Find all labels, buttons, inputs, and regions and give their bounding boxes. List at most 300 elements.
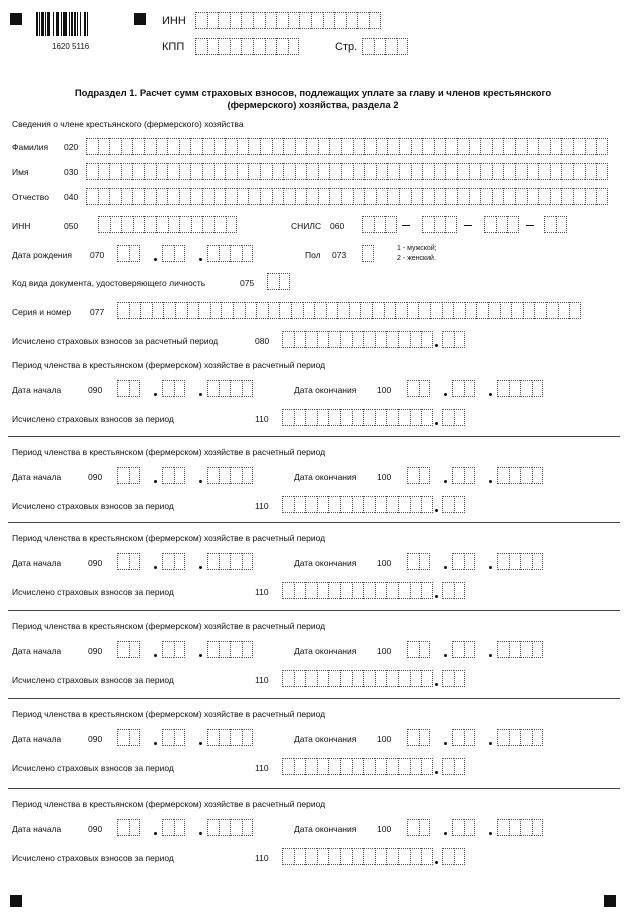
input-cell[interactable] — [422, 163, 434, 180]
input-cell[interactable] — [561, 163, 573, 180]
input-cell[interactable] — [421, 758, 433, 775]
input-cell[interactable] — [532, 819, 544, 836]
input-cell[interactable] — [202, 188, 214, 205]
header-page-cells[interactable] — [362, 38, 408, 55]
input-cell[interactable] — [195, 38, 207, 55]
snils-cells-1[interactable] — [362, 216, 397, 233]
input-cell[interactable] — [219, 467, 231, 484]
period-calc-int-cells[interactable] — [282, 496, 433, 513]
input-cell[interactable] — [398, 582, 410, 599]
input-cell[interactable] — [362, 38, 374, 55]
input-cell[interactable] — [349, 302, 361, 319]
input-cell[interactable] — [387, 163, 399, 180]
input-cell[interactable] — [410, 670, 422, 687]
input-cell[interactable] — [248, 163, 260, 180]
period-start-month-cells[interactable] — [162, 380, 185, 397]
input-cell[interactable] — [418, 302, 430, 319]
input-cell[interactable] — [156, 188, 168, 205]
input-cell[interactable] — [360, 302, 372, 319]
input-cell[interactable] — [214, 138, 226, 155]
input-cell[interactable] — [329, 188, 341, 205]
input-cell[interactable] — [532, 467, 544, 484]
input-cell[interactable] — [492, 188, 504, 205]
input-cell[interactable] — [422, 216, 434, 233]
input-cell[interactable] — [340, 848, 352, 865]
input-cell[interactable] — [434, 216, 446, 233]
input-cell[interactable] — [328, 670, 340, 687]
input-cell[interactable] — [507, 216, 519, 233]
input-cell[interactable] — [242, 641, 254, 658]
input-cell[interactable] — [328, 496, 340, 513]
input-cell[interactable] — [144, 216, 156, 233]
input-cell[interactable] — [375, 409, 387, 426]
input-cell[interactable] — [464, 380, 476, 397]
input-cell[interactable] — [156, 138, 168, 155]
input-cell[interactable] — [311, 12, 323, 29]
period-end-year-cells[interactable] — [497, 729, 543, 746]
input-cell[interactable] — [306, 138, 318, 155]
input-cell[interactable] — [317, 331, 329, 348]
input-cell[interactable] — [573, 138, 585, 155]
input-cell[interactable] — [340, 409, 352, 426]
input-cell[interactable] — [267, 273, 279, 290]
input-cell[interactable] — [457, 138, 469, 155]
input-cell[interactable] — [305, 670, 317, 687]
input-cell[interactable] — [419, 380, 431, 397]
input-cell[interactable] — [318, 163, 330, 180]
input-cell[interactable] — [276, 12, 288, 29]
input-cell[interactable] — [509, 819, 521, 836]
input-cell[interactable] — [230, 467, 242, 484]
input-cell[interactable] — [237, 163, 249, 180]
period-calc-frac-cells[interactable] — [442, 496, 465, 513]
input-cell[interactable] — [520, 467, 532, 484]
input-cell[interactable] — [454, 582, 466, 599]
input-cell[interactable] — [314, 302, 326, 319]
period-calc-frac-cells[interactable] — [442, 409, 465, 426]
input-cell[interactable] — [374, 38, 386, 55]
series-cells[interactable] — [117, 302, 581, 319]
input-cell[interactable] — [464, 819, 476, 836]
input-cell[interactable] — [363, 848, 375, 865]
input-cell[interactable] — [469, 163, 481, 180]
input-cell[interactable] — [144, 188, 156, 205]
input-cell[interactable] — [214, 216, 226, 233]
input-cell[interactable] — [410, 758, 422, 775]
input-cell[interactable] — [168, 216, 180, 233]
input-cell[interactable] — [156, 216, 168, 233]
input-cell[interactable] — [305, 331, 317, 348]
input-cell[interactable] — [144, 138, 156, 155]
input-cell[interactable] — [230, 729, 242, 746]
patronymic-cells[interactable] — [86, 188, 608, 205]
inn-cells[interactable] — [98, 216, 237, 233]
input-cell[interactable] — [375, 582, 387, 599]
input-cell[interactable] — [442, 302, 454, 319]
input-cell[interactable] — [337, 302, 349, 319]
input-cell[interactable] — [538, 163, 550, 180]
input-cell[interactable] — [476, 302, 488, 319]
input-cell[interactable] — [317, 848, 329, 865]
input-cell[interactable] — [445, 138, 457, 155]
input-cell[interactable] — [464, 729, 476, 746]
doc-code-cells[interactable] — [267, 273, 290, 290]
input-cell[interactable] — [421, 331, 433, 348]
input-cell[interactable] — [538, 138, 550, 155]
input-cell[interactable] — [442, 409, 454, 426]
input-cell[interactable] — [207, 380, 219, 397]
input-cell[interactable] — [282, 582, 294, 599]
input-cell[interactable] — [230, 38, 242, 55]
input-cell[interactable] — [457, 163, 469, 180]
input-cell[interactable] — [492, 163, 504, 180]
calc-cells-frac[interactable] — [442, 331, 465, 348]
input-cell[interactable] — [503, 138, 515, 155]
input-cell[interactable] — [363, 670, 375, 687]
input-cell[interactable] — [386, 331, 398, 348]
period-end-day-cells[interactable] — [407, 819, 430, 836]
input-cell[interactable] — [410, 582, 422, 599]
input-cell[interactable] — [419, 641, 431, 658]
input-cell[interactable] — [260, 138, 272, 155]
input-cell[interactable] — [218, 12, 230, 29]
input-cell[interactable] — [452, 641, 464, 658]
input-cell[interactable] — [174, 467, 186, 484]
period-end-month-cells[interactable] — [452, 380, 475, 397]
input-cell[interactable] — [353, 138, 365, 155]
input-cell[interactable] — [384, 302, 396, 319]
input-cell[interactable] — [294, 582, 306, 599]
input-cell[interactable] — [340, 582, 352, 599]
input-cell[interactable] — [187, 302, 199, 319]
input-cell[interactable] — [294, 496, 306, 513]
input-cell[interactable] — [230, 819, 242, 836]
input-cell[interactable] — [329, 163, 341, 180]
input-cell[interactable] — [452, 553, 464, 570]
input-cell[interactable] — [410, 496, 422, 513]
input-cell[interactable] — [219, 729, 231, 746]
input-cell[interactable] — [225, 138, 237, 155]
input-cell[interactable] — [419, 729, 431, 746]
input-cell[interactable] — [523, 302, 535, 319]
period-start-year-cells[interactable] — [207, 553, 253, 570]
input-cell[interactable] — [352, 758, 364, 775]
period-calc-frac-cells[interactable] — [442, 582, 465, 599]
input-cell[interactable] — [596, 163, 608, 180]
input-cell[interactable] — [318, 188, 330, 205]
input-cell[interactable] — [509, 729, 521, 746]
snils-cells-2[interactable] — [422, 216, 457, 233]
input-cell[interactable] — [407, 302, 419, 319]
input-cell[interactable] — [442, 582, 454, 599]
input-cell[interactable] — [260, 188, 272, 205]
input-cell[interactable] — [480, 188, 492, 205]
input-cell[interactable] — [226, 216, 238, 233]
input-cell[interactable] — [503, 188, 515, 205]
input-cell[interactable] — [174, 819, 186, 836]
input-cell[interactable] — [294, 409, 306, 426]
input-cell[interactable] — [174, 245, 186, 262]
input-cell[interactable] — [398, 670, 410, 687]
input-cell[interactable] — [283, 163, 295, 180]
input-cell[interactable] — [295, 138, 307, 155]
input-cell[interactable] — [179, 138, 191, 155]
snils-cells-3[interactable] — [484, 216, 519, 233]
calc-cells-int[interactable] — [282, 331, 433, 348]
input-cell[interactable] — [452, 819, 464, 836]
input-cell[interactable] — [167, 188, 179, 205]
input-cell[interactable] — [480, 138, 492, 155]
input-cell[interactable] — [294, 670, 306, 687]
input-cell[interactable] — [527, 138, 539, 155]
input-cell[interactable] — [585, 138, 597, 155]
input-cell[interactable] — [454, 848, 466, 865]
input-cell[interactable] — [121, 163, 133, 180]
input-cell[interactable] — [98, 163, 110, 180]
input-cell[interactable] — [340, 670, 352, 687]
input-cell[interactable] — [434, 188, 446, 205]
input-cell[interactable] — [248, 138, 260, 155]
input-cell[interactable] — [352, 409, 364, 426]
input-cell[interactable] — [375, 331, 387, 348]
input-cell[interactable] — [117, 302, 129, 319]
input-cell[interactable] — [230, 245, 242, 262]
period-start-day-cells[interactable] — [117, 467, 140, 484]
input-cell[interactable] — [445, 188, 457, 205]
input-cell[interactable] — [561, 138, 573, 155]
input-cell[interactable] — [340, 496, 352, 513]
period-start-month-cells[interactable] — [162, 819, 185, 836]
input-cell[interactable] — [117, 467, 129, 484]
input-cell[interactable] — [303, 302, 315, 319]
input-cell[interactable] — [117, 380, 129, 397]
period-end-day-cells[interactable] — [407, 641, 430, 658]
input-cell[interactable] — [218, 38, 230, 55]
birth-year-cells[interactable] — [207, 245, 253, 262]
input-cell[interactable] — [318, 138, 330, 155]
input-cell[interactable] — [352, 496, 364, 513]
input-cell[interactable] — [363, 409, 375, 426]
period-calc-frac-cells[interactable] — [442, 758, 465, 775]
input-cell[interactable] — [207, 38, 219, 55]
period-end-year-cells[interactable] — [497, 467, 543, 484]
input-cell[interactable] — [430, 302, 442, 319]
input-cell[interactable] — [282, 848, 294, 865]
input-cell[interactable] — [352, 582, 364, 599]
header-inn-cells[interactable] — [195, 12, 381, 29]
input-cell[interactable] — [375, 758, 387, 775]
input-cell[interactable] — [445, 216, 457, 233]
period-end-day-cells[interactable] — [407, 553, 430, 570]
input-cell[interactable] — [520, 641, 532, 658]
period-calc-int-cells[interactable] — [282, 409, 433, 426]
input-cell[interactable] — [207, 819, 219, 836]
input-cell[interactable] — [288, 38, 300, 55]
input-cell[interactable] — [596, 138, 608, 155]
input-cell[interactable] — [363, 331, 375, 348]
input-cell[interactable] — [242, 729, 254, 746]
input-cell[interactable] — [509, 380, 521, 397]
input-cell[interactable] — [109, 138, 121, 155]
input-cell[interactable] — [503, 163, 515, 180]
input-cell[interactable] — [454, 670, 466, 687]
input-cell[interactable] — [386, 582, 398, 599]
input-cell[interactable] — [395, 302, 407, 319]
input-cell[interactable] — [242, 553, 254, 570]
period-end-day-cells[interactable] — [407, 467, 430, 484]
period-start-month-cells[interactable] — [162, 553, 185, 570]
period-start-year-cells[interactable] — [207, 467, 253, 484]
input-cell[interactable] — [221, 302, 233, 319]
input-cell[interactable] — [585, 163, 597, 180]
input-cell[interactable] — [538, 188, 550, 205]
input-cell[interactable] — [445, 163, 457, 180]
period-start-day-cells[interactable] — [117, 380, 140, 397]
input-cell[interactable] — [492, 138, 504, 155]
input-cell[interactable] — [162, 553, 174, 570]
input-cell[interactable] — [511, 302, 523, 319]
input-cell[interactable] — [362, 245, 374, 262]
input-cell[interactable] — [219, 553, 231, 570]
input-cell[interactable] — [225, 163, 237, 180]
input-cell[interactable] — [362, 216, 374, 233]
period-end-year-cells[interactable] — [497, 553, 543, 570]
input-cell[interactable] — [86, 138, 98, 155]
birth-day-cells[interactable] — [117, 245, 140, 262]
input-cell[interactable] — [534, 302, 546, 319]
input-cell[interactable] — [323, 12, 335, 29]
input-cell[interactable] — [374, 216, 386, 233]
input-cell[interactable] — [469, 188, 481, 205]
input-cell[interactable] — [398, 758, 410, 775]
input-cell[interactable] — [207, 12, 219, 29]
input-cell[interactable] — [156, 163, 168, 180]
input-cell[interactable] — [140, 302, 152, 319]
input-cell[interactable] — [532, 641, 544, 658]
input-cell[interactable] — [497, 553, 509, 570]
input-cell[interactable] — [152, 302, 164, 319]
input-cell[interactable] — [174, 553, 186, 570]
input-cell[interactable] — [210, 302, 222, 319]
input-cell[interactable] — [283, 138, 295, 155]
input-cell[interactable] — [241, 38, 253, 55]
input-cell[interactable] — [497, 380, 509, 397]
input-cell[interactable] — [190, 163, 202, 180]
input-cell[interactable] — [317, 409, 329, 426]
input-cell[interactable] — [291, 302, 303, 319]
input-cell[interactable] — [480, 163, 492, 180]
input-cell[interactable] — [230, 12, 242, 29]
input-cell[interactable] — [219, 245, 231, 262]
input-cell[interactable] — [288, 12, 300, 29]
input-cell[interactable] — [352, 331, 364, 348]
input-cell[interactable] — [550, 163, 562, 180]
input-cell[interactable] — [276, 38, 288, 55]
input-cell[interactable] — [398, 496, 410, 513]
input-cell[interactable] — [364, 163, 376, 180]
input-cell[interactable] — [550, 138, 562, 155]
input-cell[interactable] — [294, 758, 306, 775]
input-cell[interactable] — [399, 188, 411, 205]
input-cell[interactable] — [306, 188, 318, 205]
period-calc-frac-cells[interactable] — [442, 670, 465, 687]
input-cell[interactable] — [237, 188, 249, 205]
input-cell[interactable] — [464, 553, 476, 570]
input-cell[interactable] — [167, 138, 179, 155]
input-cell[interactable] — [453, 302, 465, 319]
input-cell[interactable] — [248, 188, 260, 205]
period-start-day-cells[interactable] — [117, 641, 140, 658]
input-cell[interactable] — [317, 496, 329, 513]
input-cell[interactable] — [117, 819, 129, 836]
input-cell[interactable] — [214, 163, 226, 180]
input-cell[interactable] — [282, 670, 294, 687]
input-cell[interactable] — [190, 188, 202, 205]
period-calc-int-cells[interactable] — [282, 848, 433, 865]
input-cell[interactable] — [98, 138, 110, 155]
input-cell[interactable] — [245, 302, 257, 319]
input-cell[interactable] — [515, 188, 527, 205]
input-cell[interactable] — [272, 138, 284, 155]
input-cell[interactable] — [329, 138, 341, 155]
period-calc-int-cells[interactable] — [282, 670, 433, 687]
input-cell[interactable] — [532, 553, 544, 570]
input-cell[interactable] — [117, 641, 129, 658]
input-cell[interactable] — [407, 467, 419, 484]
period-start-day-cells[interactable] — [117, 729, 140, 746]
input-cell[interactable] — [398, 848, 410, 865]
input-cell[interactable] — [411, 138, 423, 155]
input-cell[interactable] — [241, 12, 253, 29]
period-end-year-cells[interactable] — [497, 819, 543, 836]
input-cell[interactable] — [242, 245, 254, 262]
input-cell[interactable] — [328, 331, 340, 348]
input-cell[interactable] — [129, 819, 141, 836]
input-cell[interactable] — [375, 670, 387, 687]
input-cell[interactable] — [328, 848, 340, 865]
input-cell[interactable] — [452, 467, 464, 484]
input-cell[interactable] — [352, 848, 364, 865]
input-cell[interactable] — [279, 273, 291, 290]
input-cell[interactable] — [363, 496, 375, 513]
input-cell[interactable] — [496, 216, 508, 233]
input-cell[interactable] — [411, 163, 423, 180]
input-cell[interactable] — [353, 188, 365, 205]
input-cell[interactable] — [328, 409, 340, 426]
input-cell[interactable] — [129, 380, 141, 397]
input-cell[interactable] — [328, 758, 340, 775]
input-cell[interactable] — [407, 553, 419, 570]
input-cell[interactable] — [515, 163, 527, 180]
input-cell[interactable] — [464, 641, 476, 658]
input-cell[interactable] — [268, 302, 280, 319]
input-cell[interactable] — [162, 641, 174, 658]
input-cell[interactable] — [195, 12, 207, 29]
input-cell[interactable] — [385, 216, 397, 233]
input-cell[interactable] — [411, 188, 423, 205]
input-cell[interactable] — [546, 302, 558, 319]
input-cell[interactable] — [219, 641, 231, 658]
input-cell[interactable] — [306, 163, 318, 180]
input-cell[interactable] — [569, 302, 581, 319]
input-cell[interactable] — [295, 188, 307, 205]
input-cell[interactable] — [202, 216, 214, 233]
input-cell[interactable] — [500, 302, 512, 319]
input-cell[interactable] — [317, 582, 329, 599]
input-cell[interactable] — [174, 729, 186, 746]
period-end-month-cells[interactable] — [452, 553, 475, 570]
input-cell[interactable] — [191, 216, 203, 233]
